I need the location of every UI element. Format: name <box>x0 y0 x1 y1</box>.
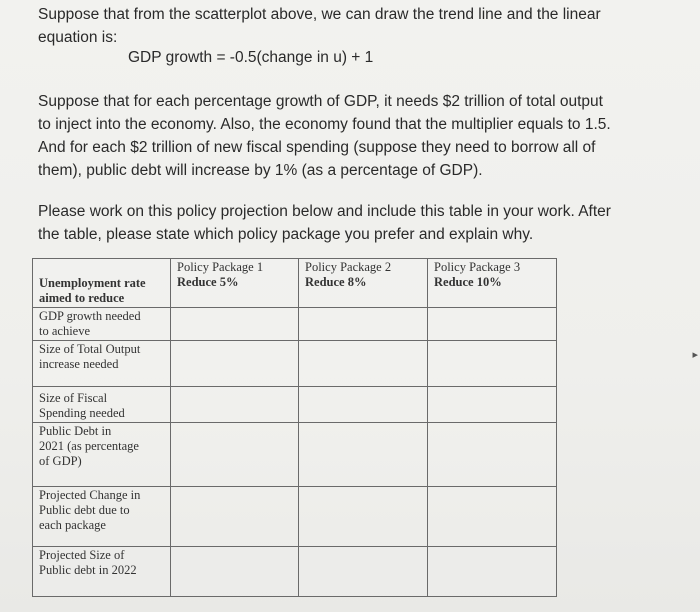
table-cell[interactable] <box>299 487 428 547</box>
row-label-projected-size: Projected Size of Public debt in 2022 <box>33 547 171 597</box>
table-cell[interactable] <box>299 308 428 341</box>
assumptions-paragraph: Suppose that for each percentage growth of GDP, it needs $2 trillion of total output to inject into the economy. Also, the economy found that the multiplier equals to 1.5. And for each $2 trillion of new fiscal spending (suppose they need to borrow all of them), public debt will increase by 1% (as a percentage of GDP). <box>38 93 611 179</box>
package-3-header <box>428 259 557 308</box>
package-2-header <box>299 259 428 308</box>
table-cell[interactable] <box>428 308 557 341</box>
table-cell[interactable] <box>171 547 299 597</box>
table-cell[interactable] <box>299 547 428 597</box>
row-label-gdp-growth: GDP growth needed to achieve <box>33 308 171 341</box>
intro-line-2: equation is: <box>38 29 118 46</box>
row-label-total-output: Size of Total Output increase needed <box>33 341 171 387</box>
table-cell[interactable] <box>428 487 557 547</box>
row-label-unemployment: Unemployment rate aimed to reduce <box>33 259 171 308</box>
row-label-fiscal-spending: Size of Fiscal Spending needed <box>33 387 171 423</box>
table-row <box>33 387 557 423</box>
table-row <box>33 423 557 487</box>
instructions-paragraph: Please work on this policy projection below and include this table in your work. After the table, please state which policy package you prefer and explain why. <box>38 203 611 243</box>
package-1-target: Reduce 5% <box>177 275 239 289</box>
table-cell[interactable] <box>171 423 299 487</box>
table-cell[interactable] <box>428 387 557 423</box>
table-cell[interactable] <box>299 341 428 387</box>
table-cell[interactable] <box>171 341 299 387</box>
package-3-name: Policy Package 3 <box>434 260 521 274</box>
table-row <box>33 547 557 597</box>
table-cell[interactable] <box>428 423 557 487</box>
row-label-projected-change: Projected Change in Public debt due to each package <box>33 487 171 547</box>
table-row <box>33 487 557 547</box>
intro-paragraph <box>38 3 668 49</box>
table-cell[interactable] <box>428 547 557 597</box>
package-1-header <box>171 259 299 308</box>
table-cell[interactable] <box>171 387 299 423</box>
intro-line-1: Suppose that from the scatterplot above, we can draw the trend line and the linear <box>38 6 601 23</box>
table-cell[interactable] <box>171 487 299 547</box>
table-header-row <box>33 259 557 308</box>
table-cell[interactable] <box>428 341 557 387</box>
policy-projection-table <box>32 258 557 597</box>
trend-equation: GDP growth = -0.5(change in u) + 1 <box>128 49 374 66</box>
table-cell[interactable] <box>299 423 428 487</box>
chevron-right-icon: ▸ <box>692 349 698 361</box>
package-1-name: Policy Package 1 <box>177 260 264 274</box>
package-2-name: Policy Package 2 <box>305 260 392 274</box>
row-label-public-debt-2021: Public Debt in 2021 (as percentage of GDP) <box>33 423 171 487</box>
table-row <box>33 341 557 387</box>
table-cell[interactable] <box>171 308 299 341</box>
table-row <box>33 308 557 341</box>
package-3-target: Reduce 10% <box>434 275 502 289</box>
package-2-target: Reduce 8% <box>305 275 367 289</box>
table-cell[interactable] <box>299 387 428 423</box>
